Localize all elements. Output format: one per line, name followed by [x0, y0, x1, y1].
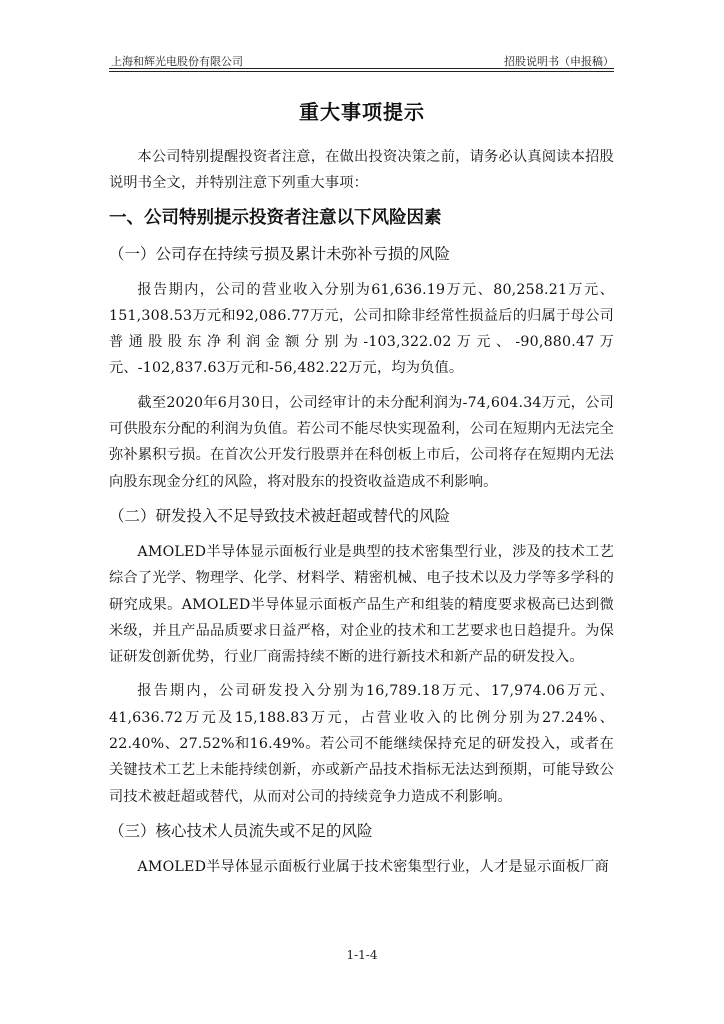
paragraph-revenue-losses: 报告期内，公司的营业收入分别为61,636.19万元、80,258.21万元、151,308.53万元和92,086.77万元，公司扣除非经常性损益后的归属于母公司普通股股东净利润金额分别为-103,322.02万元、-90,880.47万元、-102,837.63万元和-56,482.22万元，均为负值。	[109, 281, 614, 377]
document-body	[109, 144, 614, 888]
intro-paragraph: 本公司特别提醒投资者注意，在做出投资决策之前，请务必认真阅读本招股说明书全文，并特别注意下列重大事项：	[109, 149, 614, 192]
header-document-type: 招股说明书（申报稿）	[504, 55, 614, 68]
paragraph-rd-investment: 报告期内，公司研发投入分别为16,789.18万元、17,974.06万元、41,636.72万元及15,188.83万元，占营业收入的比例分别为27.24%、22.40%、27.52%和16.49%。若公司不能继续保持充足的研发投入，或者在关键技术工艺上未能持续创新，亦或新产品技术指标无法达到预期，可能导致公司技术被赶超或替代，从而对公司的持续竞争力造成不利影响。	[109, 683, 614, 805]
subsection-heading-rd-risk: （二）研发投入不足导致技术被赶超或替代的风险	[109, 506, 451, 525]
subsection-heading-talent-risk: （三）核心技术人员流失或不足的风险	[109, 821, 373, 840]
page-number: 1-1-4	[346, 948, 378, 962]
header-rule-thick	[109, 68, 614, 69]
header-company-name: 上海和辉光电股份有限公司	[111, 55, 243, 68]
paragraph-undistributed-profit: 截至2020年6月30日，公司经审计的未分配利润为-74,604.34万元，公司可供股东分配的利润为负值。若公司不能尽快实现盈利，公司在短期内无法完全弥补累积亏损。在首次公开发行股票并在科创板上市后，公司将存在短期内无法向股东现金分红的风险，将对股东的投资收益造成不利影响。	[109, 394, 614, 490]
subsection-heading-losses: （一）公司存在持续亏损及累计未弥补亏损的风险	[109, 244, 451, 263]
page-title: 重大事项提示	[299, 100, 425, 124]
section-heading-risk-factors: 一、公司特别提示投资者注意以下风险因素	[109, 207, 442, 228]
paragraph-industry-tech: AMOLED半导体显示面板行业是典型的技术密集型行业，涉及的技术工艺综合了光学、物理学、化学、材料学、精密机械、电子技术以及力学等多学科的研究成果。AMOLED半导体显示面板产品生产和组装的精度要求极高已达到微米级，并且产品品质要求日益严格，对企业的技术和工艺要求也日趋提升。为保证研发创新优势，行业厂商需持续不断的进行新技术和新产品的研发投入。	[109, 543, 614, 666]
header-rule-thin	[109, 71, 614, 72]
paragraph-talent: AMOLED半导体显示面板行业属于技术密集型行业，人才是显示面板厂商	[137, 858, 609, 875]
page-header	[109, 50, 614, 70]
